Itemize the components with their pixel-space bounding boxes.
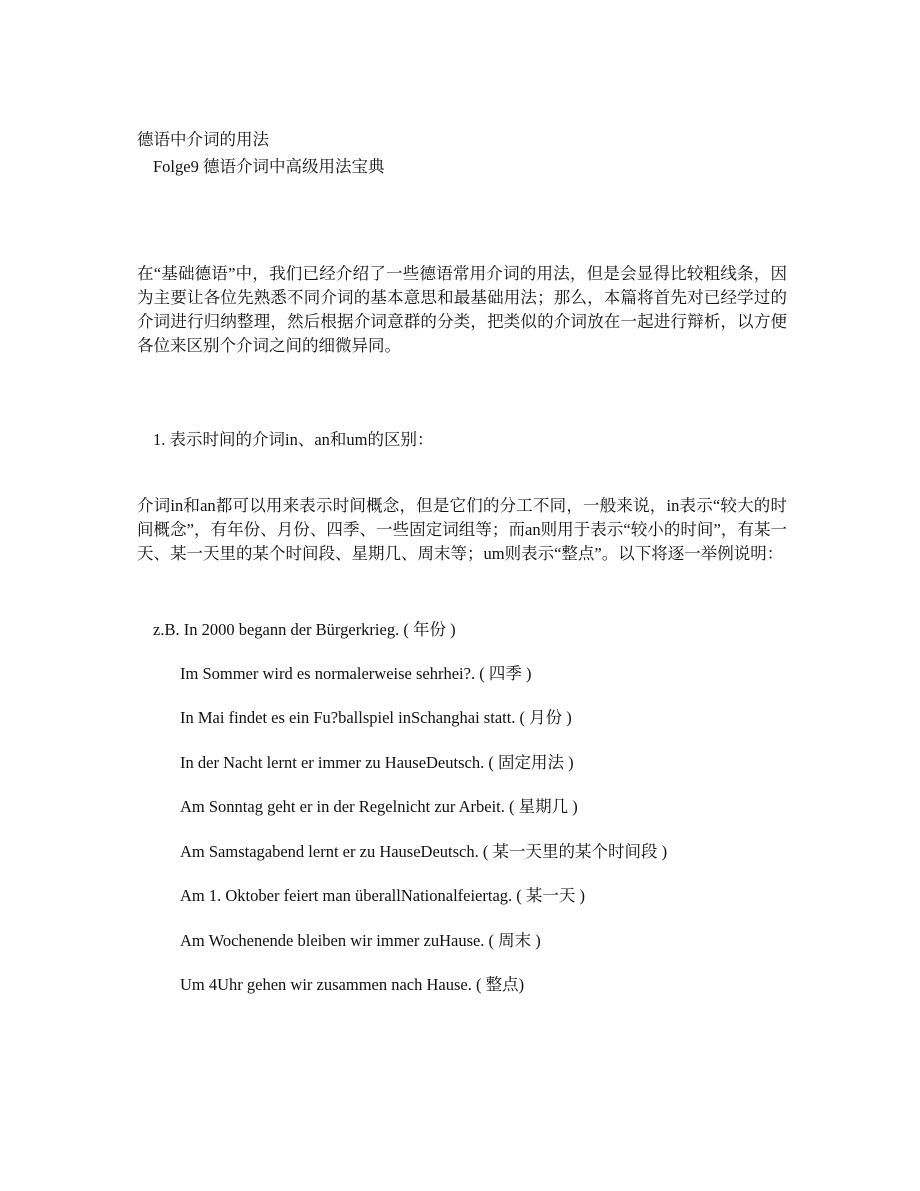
document-subtitle: Folge9 德语介词中高级用法宝典 [153, 157, 385, 176]
example-time-of-day: Am Samstagabend lernt er zu HauseDeutsch. ( 某一天里的某个时间段 ) [180, 842, 668, 861]
example-full-hour: Um 4Uhr gehen wir zusammen nach Hause. ( 整点) [180, 975, 525, 994]
example-specific-day: Am 1. Oktober feiert man überallNationalfeiertag. ( 某一天 ) [180, 886, 586, 905]
example-season: Im Sommer wird es normalerweise sehrhei?. ( 四季 ) [180, 664, 532, 683]
section-heading: 1. 表示时间的介词in、an和um的区别： [153, 430, 434, 449]
example-year: z.B. In 2000 begann der Bürgerkrieg. ( 年份 ) [153, 620, 456, 639]
example-month: In Mai findet es ein Fu?ballspiel inSchanghai statt. ( 月份 ) [180, 708, 572, 727]
intro-paragraph: 在“基础德语”中，我们已经介绍了一些德语常用介词的用法，但是会显得比较粗线条，因为主要让各位先熟悉不同介词的基本意思和最基础用法；那么，本篇将首先对已经学过的介词进行归纳整理，然后根据介词意群的分类，把类似的介词放在一起进行辩析，以方便各位来区别个介词之间的细微异同。 [137, 264, 787, 355]
example-weekday: Am Sonntag geht er in der Regelnicht zur Arbeit. ( 星期几 ) [180, 797, 578, 816]
example-fixed-phrase: In der Nacht lernt er immer zu HauseDeutsch. ( 固定用法 ) [180, 753, 574, 772]
document-title: 德语中介词的用法 [137, 130, 269, 149]
section-body-paragraph: 介词in和an都可以用来表示时间概念，但是它们的分工不同，一般来说，in表示“较大的时间概念”，有年份、月份、四季、一些固定词组等；而an则用于表示“较小的时间”，有某一天、某一天里的某个时间段、星期几、周末等；um则表示“整点”。以下将逐一举例说明： [137, 496, 787, 563]
example-weekend: Am Wochenende bleiben wir immer zuHause. ( 周末 ) [180, 931, 541, 950]
